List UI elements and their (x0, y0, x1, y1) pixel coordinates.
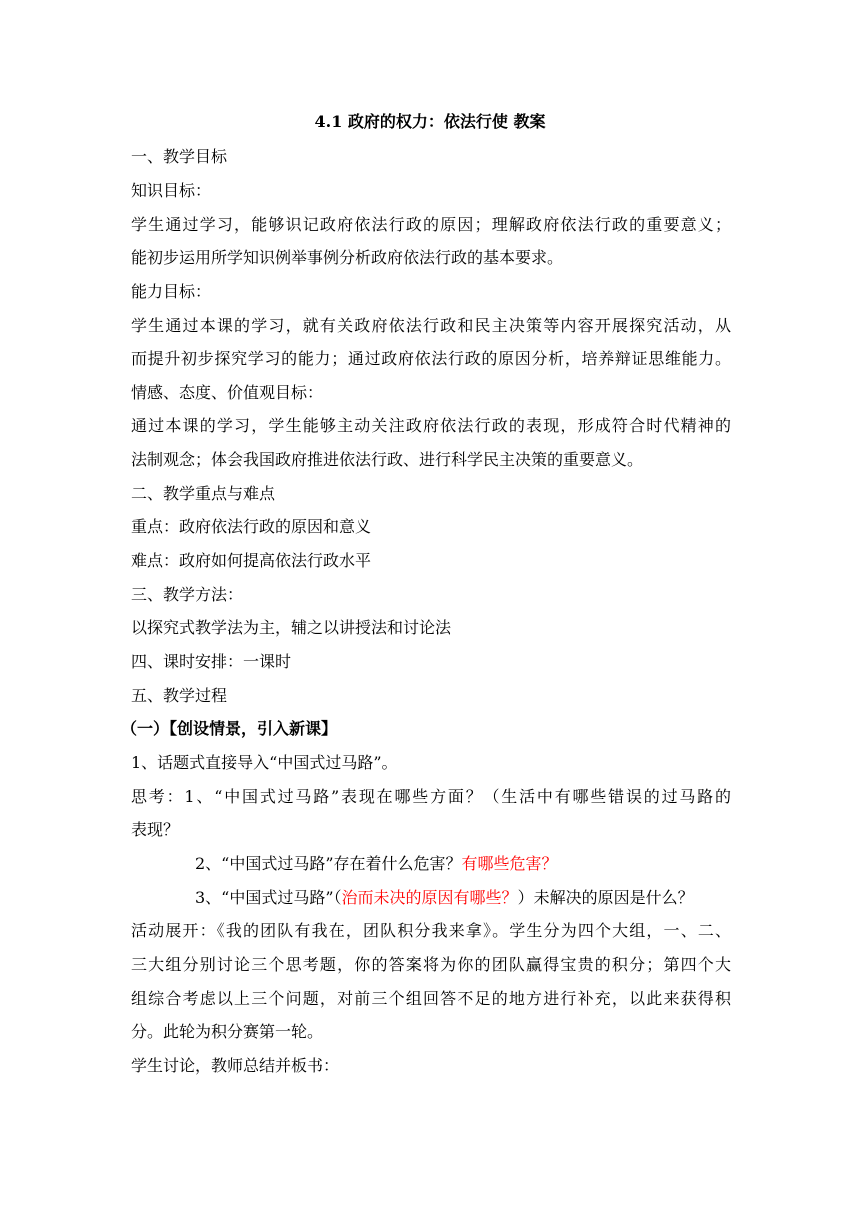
think-question-1-line-2: 表现？ (131, 820, 180, 839)
key-point: 重点：政府依法行政的原因和意义 (131, 517, 372, 536)
ability-objective-line-1: 学生通过本课的学习，就有关政府依法行政和民主决策等内容开展探究活动，从 (131, 316, 731, 335)
think-question-3-text-b: ）未解决的原因是什么？ (517, 888, 694, 907)
discussion-line: 学生讨论，教师总结并板书： (131, 1056, 340, 1075)
section-heading-schedule: 四、课时安排：一课时 (131, 652, 292, 671)
knowledge-objective-label: 知识目标： (131, 181, 212, 200)
activity-line-1: 活动展开：《我的团队有我在，团队积分我来拿》。学生分为四个大组，一、二、 (131, 921, 731, 940)
section-heading-method: 三、教学方法： (131, 585, 244, 604)
subsection-heading: （一）【创设情景，引入新课】 (121, 719, 338, 738)
think-question-3-text-a: 3、“中国式过马路”（ (195, 888, 342, 907)
section-heading-objectives: 一、教学目标 (131, 147, 228, 166)
emotion-objective-line-1: 通过本课的学习，学生能够主动关注政府依法行政的表现，形成符合时代精神的 (131, 416, 731, 435)
ability-objective-line-2: 而提升初步探究学习的能力；通过政府依法行政的原因分析，培养辩证思维能力。 (131, 349, 731, 368)
think-question-2-red-note: 有哪些危害？ (461, 854, 558, 873)
knowledge-objective-line-2: 能初步运用所学知识例举事例分析政府依法行政的基本要求。 (131, 248, 564, 267)
emotion-objective-line-2: 法制观念；体会我国政府推进依法行政、进行科学民主决策的重要意义。 (131, 450, 644, 469)
activity-line-2: 三大组分别讨论三个思考题，你的答案将为你的团队赢得宝贵的积分；第四个大 (131, 955, 731, 974)
difficult-point: 难点：政府如何提高依法行政水平 (131, 551, 372, 570)
think-question-2-text: 2、“中国式过马路”存在着什么危害？ (195, 854, 462, 873)
emotion-objective-label: 情感、态度、价值观目标： (131, 383, 324, 402)
think-question-3-red-note: 治而未决的原因有哪些？ (341, 888, 518, 907)
section-heading-key-points: 二、教学重点与难点 (131, 484, 276, 503)
think-question-2 (195, 854, 731, 874)
activity-line-3: 组综合考虑以上三个问题，对前三个组回答不足的地方进行补充，以此来获得积 (131, 989, 731, 1008)
teaching-method: 以探究式教学法为主，辅之以讲授法和讨论法 (131, 618, 452, 637)
intro-line: 1、话题式直接导入“中国式过马路”。 (131, 753, 398, 772)
activity-line-4: 分。此轮为积分赛第一轮。 (131, 1022, 324, 1041)
think-question-3 (195, 888, 731, 908)
section-heading-process: 五、教学过程 (131, 686, 228, 705)
think-question-1-line-1: 思考：1、“中国式过马路”表现在哪些方面？（生活中有哪些错误的过马路的 (131, 787, 731, 806)
document-title: 4.1 政府的权力：依法行使 教案 (314, 112, 546, 131)
knowledge-objective-line-1: 学生通过学习，能够识记政府依法行政的原因；理解政府依法行政的重要意义； (131, 215, 731, 234)
ability-objective-label: 能力目标： (131, 282, 212, 301)
